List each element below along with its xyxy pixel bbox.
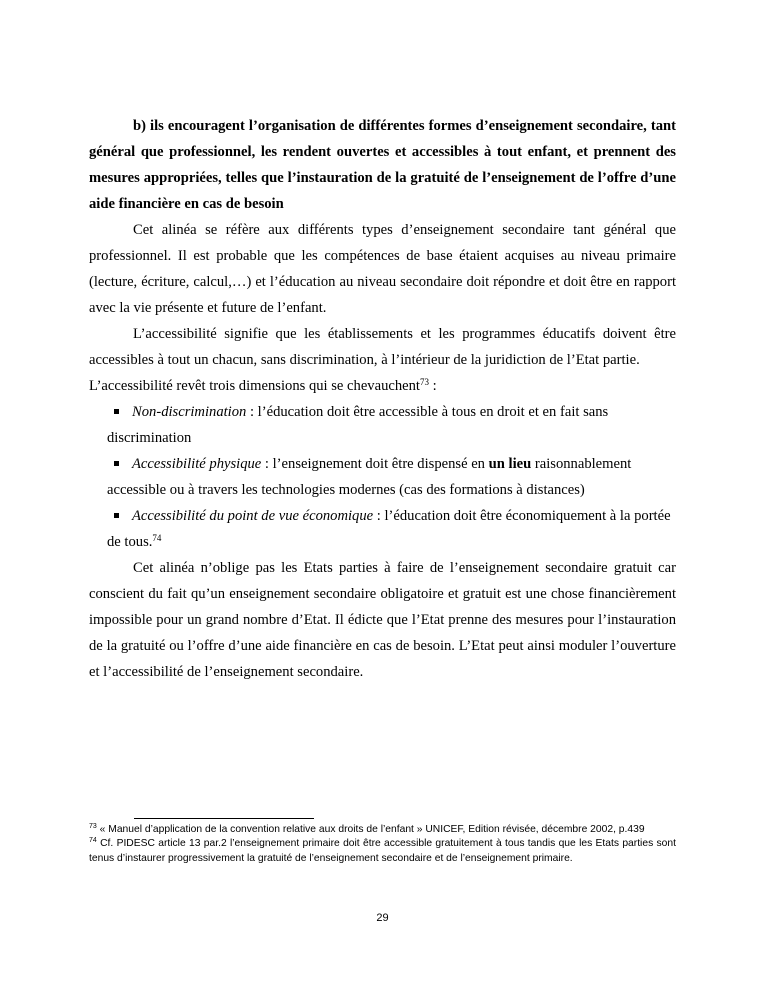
- section-heading: b) ils encouragent l’organisation de différentes formes d’enseignement secondaire, tant général que professionnel, les rendent ouvertes et accessibles à tout enfant, et prennent des mesures appropriées, telles que l’instauration de la gratuité de l’enseignement de l’offre d’une aide financière en cas de besoin: [89, 118, 676, 212]
- bullet-square-icon: [114, 461, 119, 466]
- page-number: 29: [376, 912, 389, 924]
- footnote-separator: [134, 818, 314, 819]
- bullet-square-icon: [114, 409, 119, 414]
- footnote-ref-74[interactable]: 74: [152, 533, 162, 543]
- list-item-economic-accessibility: Accessibilité du point de vue économique : l’éducation doit être économiquement à la portée de tous.$^{74}$: [107, 508, 671, 550]
- bullet-square-icon: [114, 513, 119, 518]
- footnotes: [89, 823, 676, 866]
- footnote-ref-73[interactable]: 73: [419, 377, 429, 387]
- list-item-non-discrimination: Non-discrimination : l’éducation doit être accessible à tous en droit et en fait sans discrimination: [107, 404, 609, 446]
- paragraph-types: Cet alinéa se réfère aux différents types d’enseignement secondaire tant général que professionnel. Il est probable que les compétences de base étaient acquises au niveau primaire (lecture, écriture, calcul,…) et l’éducation au niveau secondaire doit répondre et doit être en rapport avec la vie présente et future de l’enfant.: [89, 222, 676, 316]
- paragraph-obligation: Cet alinéa n’oblige pas les Etats parties à faire de l’enseignement secondaire gratuit car conscient du fait qu’un enseignement secondaire obligatoire et gratuit est une chose financièrement impossible pour un grand nombre d’Etat. Il édicte que l’Etat prenne des mesures pour l’instauration de la gratuité ou l’offre d’une aide financière en cas de besoin. L’Etat peut ainsi moduler l’ouverture et l’accessibilité de l’enseignement secondaire.: [89, 560, 676, 680]
- footnote-74: $^{74}$ Cf. PIDESC article 13 par.2 l’enseignement primaire doit être accessible gratuitement à tous tandis que les Etats parties sont tenus d’instaurer progressivement la gratuité de l’enseignement secondaire et de l’enseignement primaire.: [89, 837, 676, 864]
- body-text: [89, 113, 676, 685]
- paragraph-accessibility: L’accessibilité signifie que les établissements et les programmes éducatifs doivent être accessibles à tout un chacun, sans discrimination, à l’intérieur de la juridiction de l’Etat partie.: [89, 326, 676, 368]
- list-item-physical-accessibility: Accessibilité physique : l’enseignement doit être dispensé en un lieu raisonnablement accessible ou à travers les technologies modernes (cas des formations à distances): [107, 456, 632, 498]
- dimensions-list: [89, 399, 676, 555]
- accessibility-dimensions-lead: L’accessibilité revêt trois dimensions qui se chevauchent$^{73}$ :: [89, 377, 437, 394]
- footnote-73: $^{73}$ « Manuel d’application de la convention relative aux droits de l’enfant » UNICEF, Edition révisée, décembre 2002, p.439: [89, 823, 645, 835]
